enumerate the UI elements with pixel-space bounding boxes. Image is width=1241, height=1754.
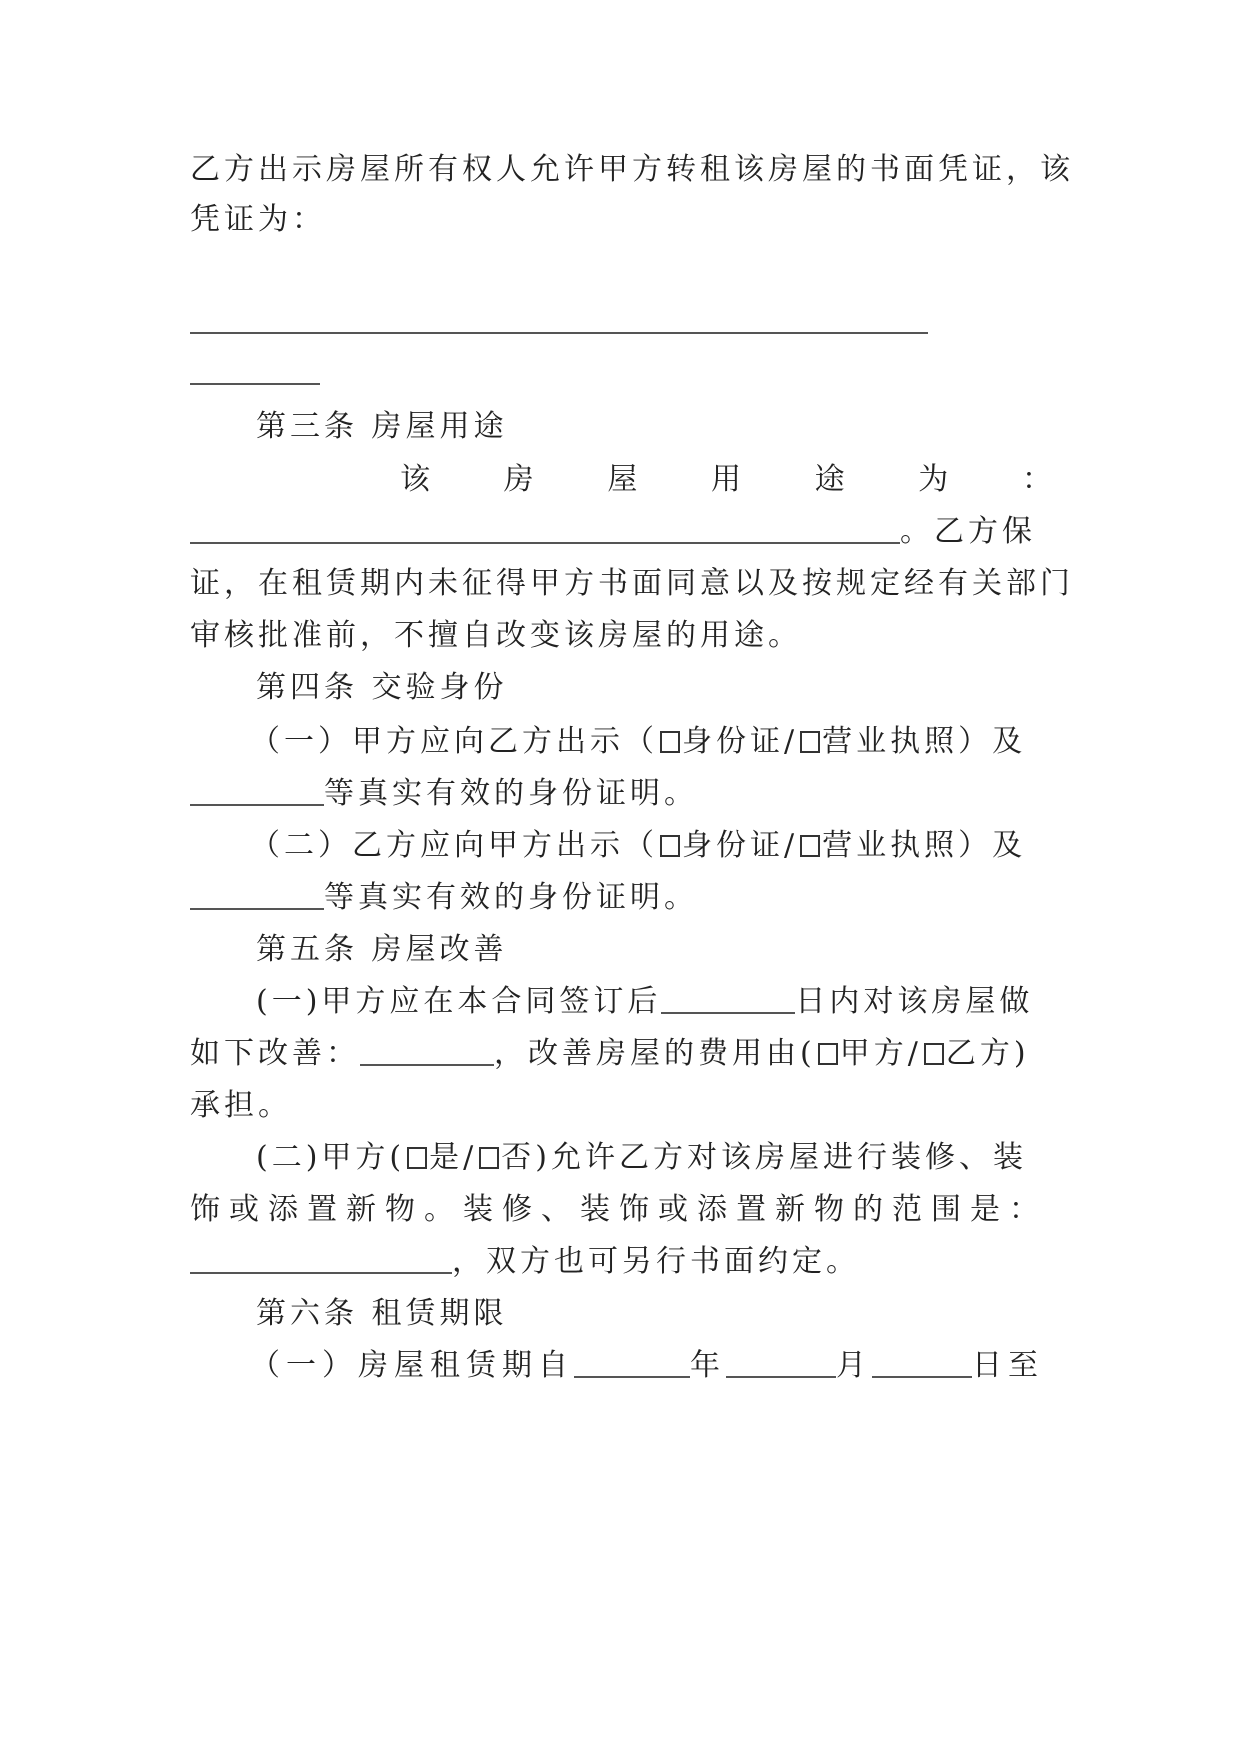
article-3-line-2 [190, 512, 1052, 552]
fill-in-blank [190, 1272, 452, 1274]
fill-in-blank [360, 1064, 494, 1066]
checkbox-business-license[interactable] [800, 835, 820, 857]
text-span: 日内对该房屋做 [795, 984, 1034, 1019]
text-span: （一）甲方应向乙方出示（ [250, 724, 658, 759]
article-5-item-1 [256, 982, 1052, 1022]
text-span: 月 [836, 1348, 872, 1383]
article-5-title: 第五条 房屋改善 [256, 932, 508, 967]
use-char: 为 [918, 462, 949, 497]
text-span: 。乙方保 [900, 514, 1036, 549]
text-span: （一）房屋租赁期自 [250, 1348, 574, 1383]
article-5-item-1-cont [190, 1034, 1052, 1074]
fill-in-blank [190, 383, 320, 385]
text-span: 乙方) [945, 1036, 1030, 1071]
checkbox-yes[interactable] [407, 1147, 427, 1169]
text-span: (一)甲方应在本合同签订后 [256, 984, 662, 1019]
paragraph-line: 饰或添置新物。装修、装饰或添置新物的范围是： [190, 1192, 1048, 1227]
checkbox-no[interactable] [479, 1147, 499, 1169]
fill-in-blank [190, 804, 324, 806]
paragraph-line: 证，在租赁期内未征得甲方书面同意以及按规定经有关部门 [190, 566, 1074, 601]
text-span: 日至 [972, 1348, 1044, 1383]
text-span: 营业执照）及 [822, 828, 1027, 863]
text-span: 否)允许乙方对该房屋进行装修、装 [501, 1140, 1027, 1175]
use-char: 用 [710, 462, 741, 497]
text-span: 是/ [429, 1140, 478, 1175]
fill-in-blank [726, 1376, 836, 1378]
checkbox-id-card[interactable] [660, 731, 680, 753]
article-6-title: 第六条 租赁期限 [256, 1296, 508, 1331]
article-6-item-1 [250, 1346, 1052, 1386]
text-span: 身份证/ [682, 724, 799, 759]
fill-in-blank [190, 332, 928, 334]
use-char: 屋 [607, 462, 638, 497]
text-span: 甲方/ [839, 1036, 922, 1071]
text-span: (二)甲方( [256, 1140, 406, 1175]
text-span: 等真实有效的身份证明。 [324, 776, 698, 811]
article-5-item-2-cont [190, 1242, 1052, 1282]
paragraph-line: 审核批准前，不擅自改变该房屋的用途。 [190, 618, 802, 653]
checkbox-id-card[interactable] [660, 835, 680, 857]
checkbox-party-a[interactable] [818, 1043, 838, 1065]
article-5-item-2 [256, 1138, 1052, 1178]
fill-in-blank [190, 908, 324, 910]
paragraph-line: 乙方出示房屋所有权人允许甲方转租该房屋的书面凭证，该 [190, 152, 1074, 187]
fill-in-blank [190, 542, 900, 544]
fill-in-blank [872, 1376, 972, 1378]
text-span: 等真实有效的身份证明。 [324, 880, 698, 915]
text-span: ，改善房屋的费用由( [494, 1036, 816, 1071]
checkbox-business-license[interactable] [800, 731, 820, 753]
text-span: 如下改善： [190, 1036, 360, 1071]
article-4-item-2 [250, 826, 1052, 866]
article-4-item-1 [250, 722, 1052, 762]
use-char: 途 [814, 462, 845, 497]
fill-in-blank [661, 1012, 795, 1014]
article-4-title: 第四条 交验身份 [256, 670, 508, 705]
paragraph-line: 凭证为： [190, 202, 326, 237]
article-3-use-line [400, 460, 1052, 500]
use-char: 该 [400, 462, 430, 497]
article-4-item-1-cont [190, 774, 1052, 814]
text-span: （二）乙方应向甲方出示（ [250, 828, 658, 863]
use-char: 房 [503, 462, 534, 497]
paragraph-line: 承担。 [190, 1088, 292, 1123]
fill-in-blank [574, 1376, 690, 1378]
article-3-title: 第三条 房屋用途 [256, 409, 508, 444]
text-span: 营业执照）及 [822, 724, 1027, 759]
text-span: 身份证/ [682, 828, 799, 863]
article-4-item-2-cont [190, 878, 1052, 918]
use-char: ： [1021, 462, 1052, 497]
text-span: 年 [690, 1348, 726, 1383]
text-span: ，双方也可另行书面约定。 [452, 1244, 860, 1279]
checkbox-party-b[interactable] [924, 1043, 944, 1065]
